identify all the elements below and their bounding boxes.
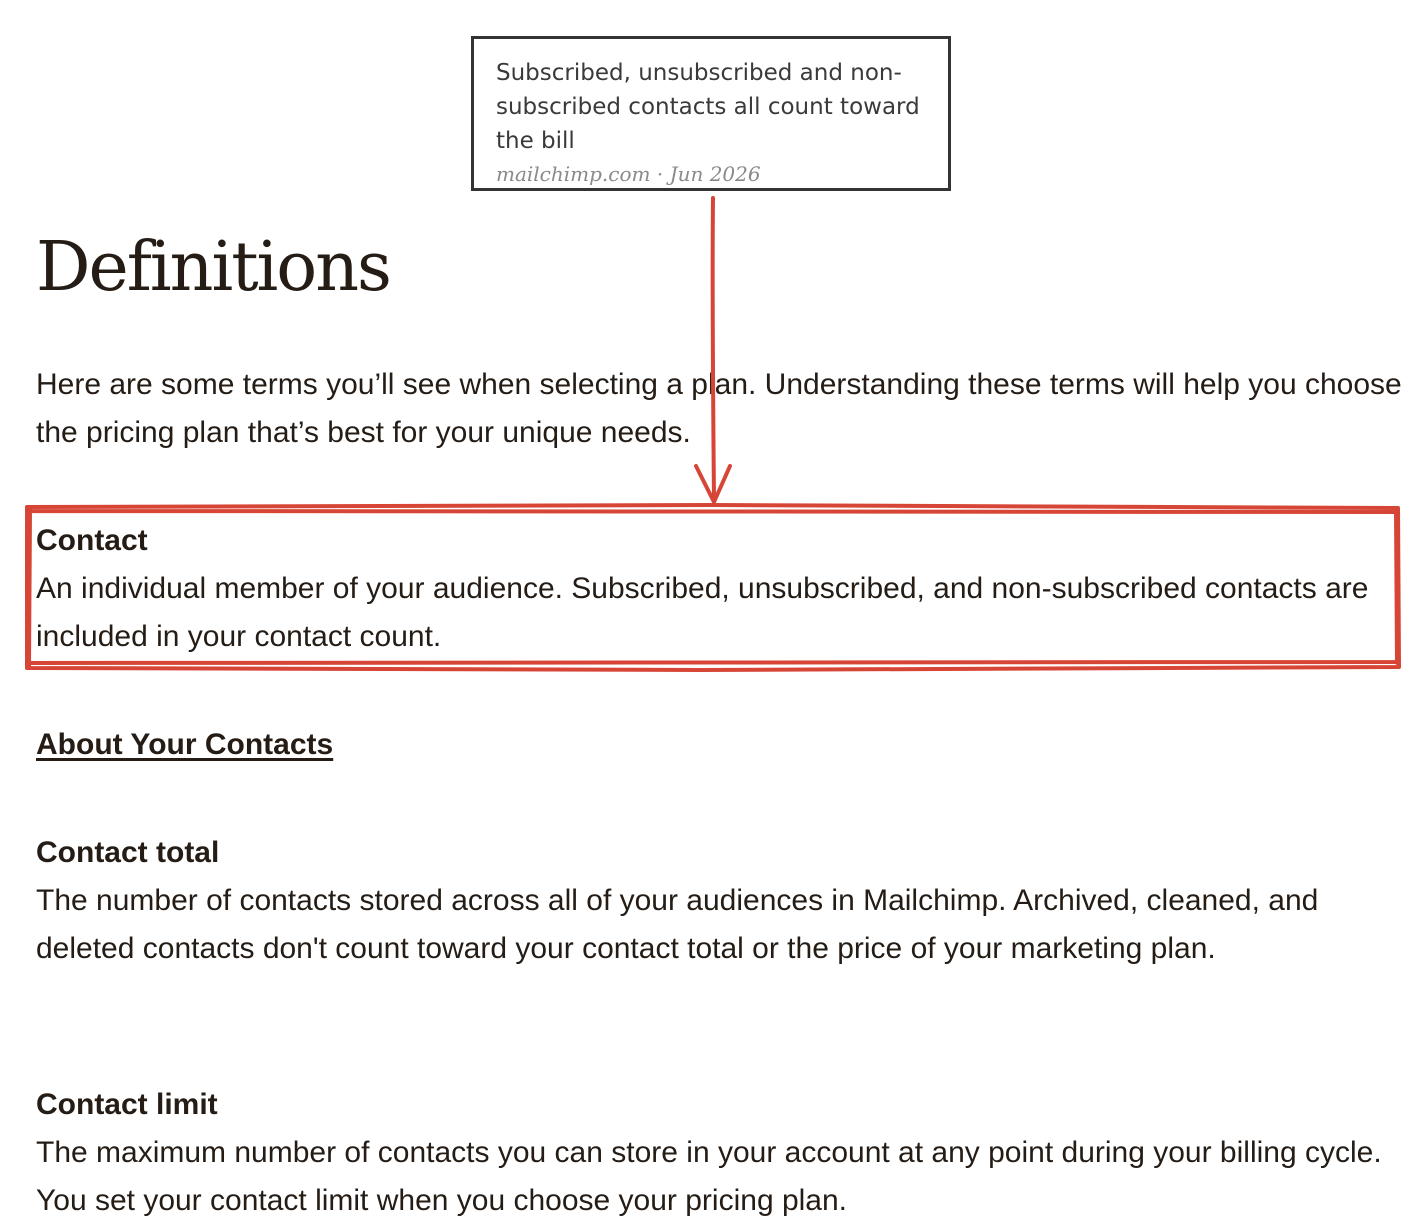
annotation-callout [471,36,951,191]
page-title: Definitions [36,228,390,307]
term-contact-total-name: Contact total [36,836,220,869]
term-contact-description: An individual member of your audience. Subscribed, unsubscribed, and non-subscribed contacts are included in your contact count. [36,572,1369,653]
annotation-arrow-head [696,466,730,502]
intro-paragraph: Here are some terms you’ll see when selecting a plan. Understanding these terms will help you choose the pricing plan that’s best for your unique needs. [36,368,1402,449]
term-contact-name: Contact [36,524,148,557]
term-contact-total-description: The number of contacts stored across all of your audiences in Mailchimp. Archived, cleaned, and deleted contacts don't count toward your contact total or the price of your marketing plan. [36,884,1319,965]
term-contact [36,517,1396,661]
term-contact-limit-description: The maximum number of contacts you can store in your account at any point during your billing cycle. You set your contact limit when you choose your pricing plan. [36,1136,1382,1217]
callout-source: mailchimp.com · Jun 2026 [496,162,761,186]
about-your-contacts-link[interactable]: About Your Contacts [36,728,334,761]
term-contact-limit-name: Contact limit [36,1088,218,1121]
callout-text: Subscribed, unsubscribed and non-subscribed contacts all count toward the bill [496,60,920,154]
term-contact-limit [36,1081,1396,1225]
term-contact-total [36,829,1396,973]
